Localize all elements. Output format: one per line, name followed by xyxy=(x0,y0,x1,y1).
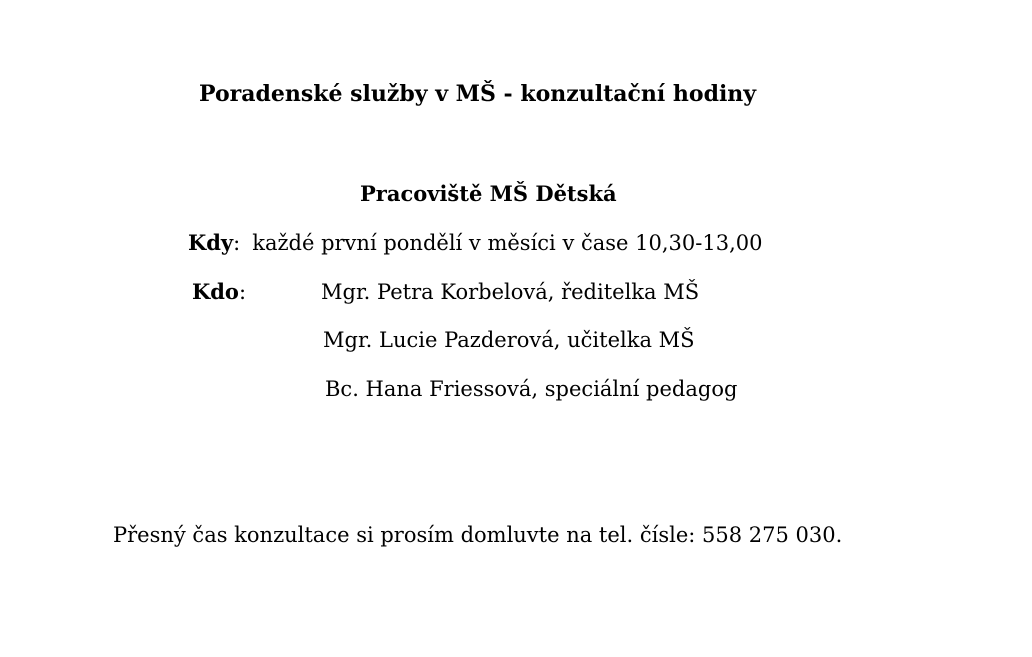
person-item: Mgr. Petra Korbelová, ředitelka MŠ xyxy=(321,280,700,304)
workplace-heading: Pracoviště MŠ Dětská xyxy=(360,181,617,206)
when-colon: : xyxy=(233,231,241,255)
person-item: Bc. Hana Friessová, speciální pedagog xyxy=(325,377,738,401)
who-label: Kdo xyxy=(192,279,239,304)
when-row xyxy=(188,229,762,257)
when-value: každé první pondělí v měsíci v čase 10,30-13,00 xyxy=(252,231,763,255)
contact-note: Přesný čas konzultace si prosím domluvte na tel. čísle: 558 275 030. xyxy=(113,523,843,547)
page-title: Poradenské služby v MŠ - konzultační hodiny xyxy=(199,81,757,107)
when-label: Kdy xyxy=(188,230,234,255)
person-item: Mgr. Lucie Pazderová, učitelka MŠ xyxy=(323,328,695,352)
who-colon: : xyxy=(238,280,247,304)
who-label-row xyxy=(192,278,246,306)
